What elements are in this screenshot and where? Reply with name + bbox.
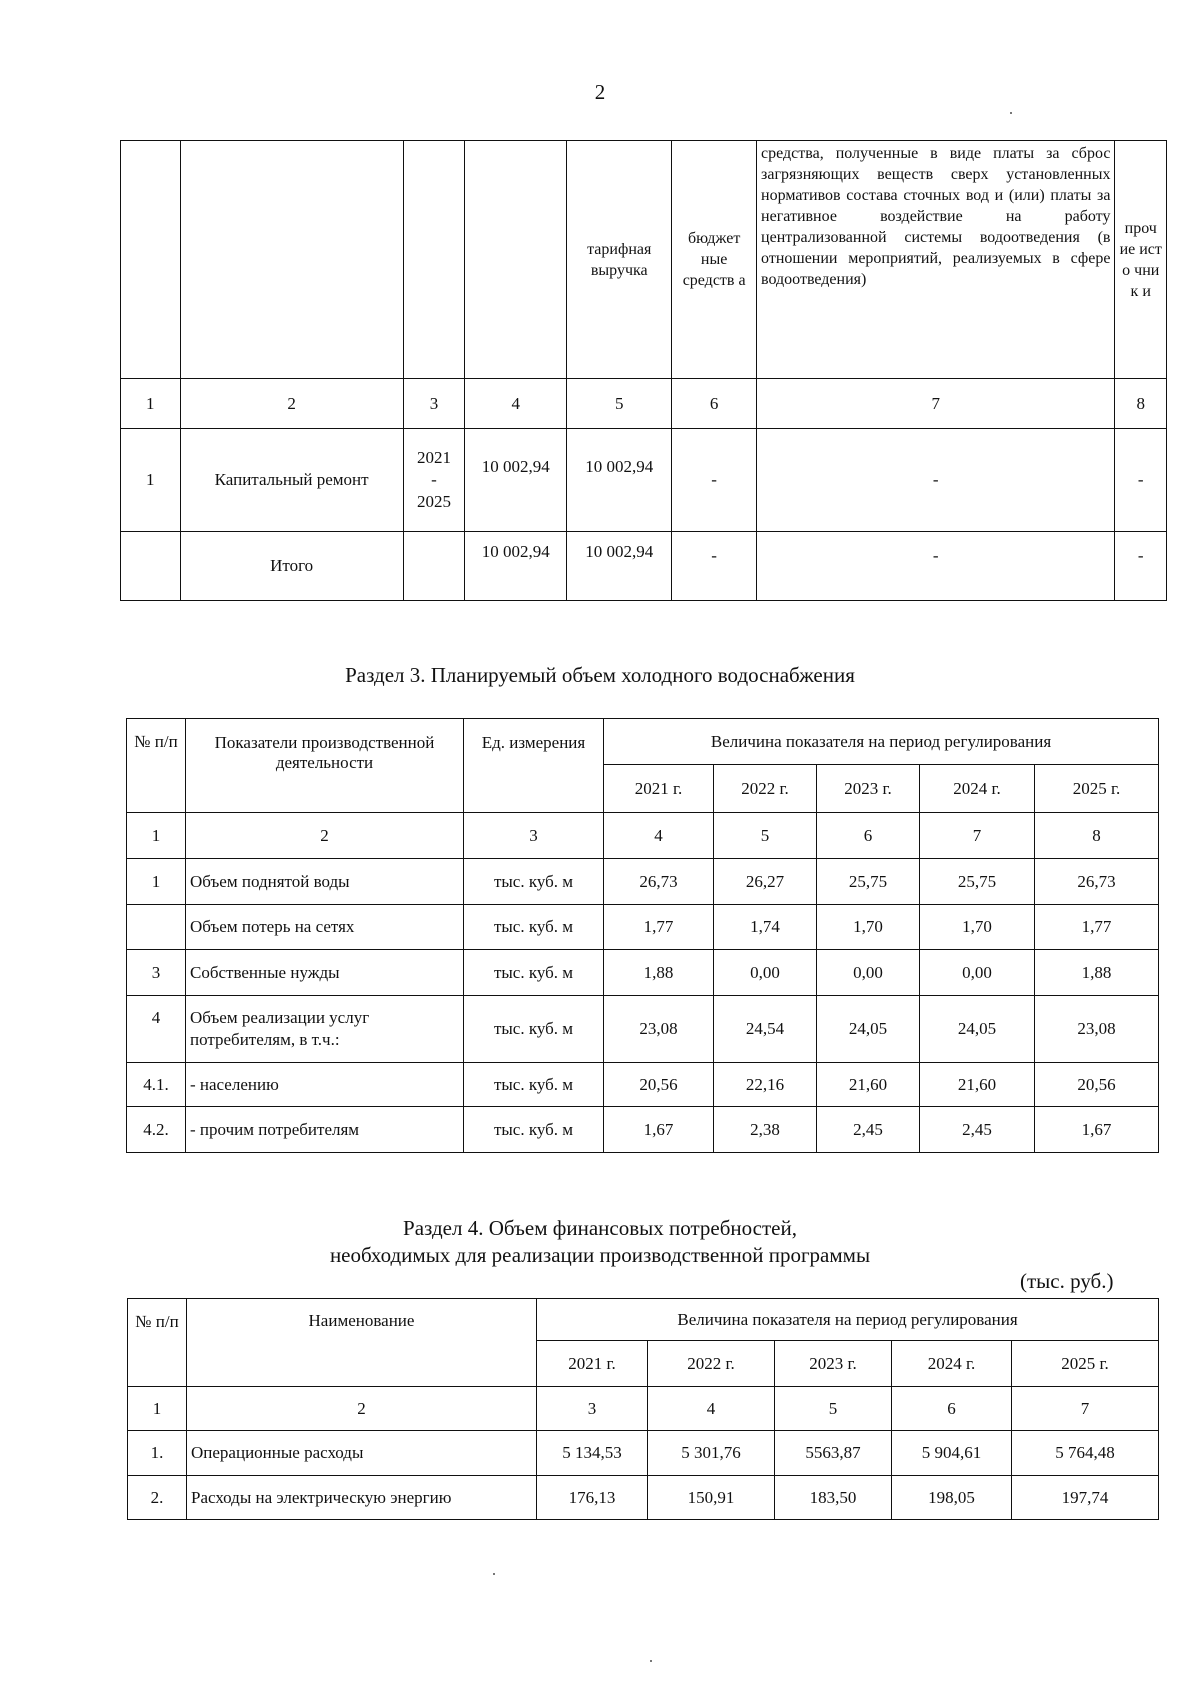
header-tariff-revenue: тарифная выручка	[567, 141, 672, 379]
s4-num-6: 6	[892, 1387, 1012, 1431]
cell-2021: 20,56	[604, 1063, 714, 1107]
s3-col-num: № п/п	[127, 719, 186, 813]
cell-2025: 1,88	[1035, 950, 1159, 996]
investment-table	[120, 140, 1167, 601]
cell-2023: 5563,87	[775, 1431, 892, 1476]
table1-num-6: 6	[672, 379, 757, 429]
row-name: - прочим потребителям	[186, 1107, 464, 1153]
scan-speck	[1010, 112, 1012, 114]
table1-num-5: 5	[567, 379, 672, 429]
s3-num-4: 4	[604, 813, 714, 859]
table1-number-row	[121, 379, 1167, 429]
cell-2022: 26,27	[714, 859, 817, 905]
table-row	[127, 905, 1159, 950]
table1-num-7: 7	[757, 379, 1115, 429]
s4-year-2025: 2025 г.	[1012, 1341, 1159, 1387]
section3-title: Раздел 3. Планируемый объем холодного водоснабжения	[345, 663, 855, 687]
row-number: 4.1.	[127, 1063, 186, 1107]
cell-2024: 1,70	[920, 905, 1035, 950]
row-budget: -	[672, 429, 757, 532]
cell-2025: 20,56	[1035, 1063, 1159, 1107]
row-unit: тыс. куб. м	[464, 996, 604, 1063]
row-other: -	[1115, 429, 1167, 532]
cell-2025: 1,67	[1035, 1107, 1159, 1153]
table-row	[128, 1476, 1159, 1520]
header-other-sources: проч ие исто чник и	[1115, 141, 1167, 379]
s4-num-1: 1	[128, 1387, 187, 1431]
scan-speck	[650, 1660, 652, 1662]
s3-num-6: 6	[817, 813, 920, 859]
section4-title-line2: необходимых для реализации производственной программы	[329, 1243, 871, 1267]
s4-year-2021: 2021 г.	[537, 1341, 648, 1387]
s3-year-2022: 2022 г.	[714, 765, 817, 813]
scan-speck	[493, 1573, 495, 1575]
row-name: Объем потерь на сетях	[186, 905, 464, 950]
row-number: 2.	[128, 1476, 187, 1520]
cell-2023: 183,50	[775, 1476, 892, 1520]
cell-2025: 1,77	[1035, 905, 1159, 950]
row-name: Объем реализации услуг потребителям, в т.ч.:	[186, 996, 464, 1063]
table-row	[127, 859, 1159, 905]
period-dash: -	[431, 470, 437, 489]
period-end: 2025	[416, 492, 451, 511]
cell-2023: 24,05	[817, 996, 920, 1063]
total-value: 10 002,94	[465, 532, 567, 601]
s3-year-2021: 2021 г.	[604, 765, 714, 813]
cell-2021: 1,67	[604, 1107, 714, 1153]
s3-year-2024: 2024 г.	[920, 765, 1035, 813]
row-number: 1.	[128, 1431, 187, 1476]
s3-num-1: 1	[127, 813, 186, 859]
table-row	[127, 1063, 1159, 1107]
total-budget: -	[672, 532, 757, 601]
row-tariff: 10 002,94	[567, 429, 672, 532]
row-name: Собственные нужды	[186, 950, 464, 996]
cell-2024: 25,75	[920, 859, 1035, 905]
row-number: 4	[127, 996, 186, 1063]
s3-col-value: Величина показателя на период регулирования	[604, 719, 1159, 765]
table-row	[127, 996, 1159, 1063]
s3-num-3: 3	[464, 813, 604, 859]
cell-2021: 5 134,53	[537, 1431, 648, 1476]
row-name: Объем поднятой воды	[186, 859, 464, 905]
row-unit: тыс. куб. м	[464, 950, 604, 996]
table-row	[127, 950, 1159, 996]
cell-2021: 1,88	[604, 950, 714, 996]
cell-2022: 5 301,76	[648, 1431, 775, 1476]
s4-num-5: 5	[775, 1387, 892, 1431]
cell-2024: 24,05	[920, 996, 1035, 1063]
cell-2023: 21,60	[817, 1063, 920, 1107]
s4-num-2: 2	[187, 1387, 537, 1431]
cell-2023: 0,00	[817, 950, 920, 996]
table1-num-8: 8	[1115, 379, 1167, 429]
section4-title-line1: Раздел 4. Объем финансовых потребностей,	[403, 1216, 797, 1240]
cell-2025: 197,74	[1012, 1476, 1159, 1520]
row-unit: тыс. куб. м	[464, 859, 604, 905]
s3-num-5: 5	[714, 813, 817, 859]
row-unit: тыс. куб. м	[464, 1063, 604, 1107]
row-number: 1	[127, 859, 186, 905]
s3-num-7: 7	[920, 813, 1035, 859]
row-number	[127, 905, 186, 950]
cell-2024: 2,45	[920, 1107, 1035, 1153]
row-total: 10 002,94	[465, 429, 567, 532]
cell-2023: 2,45	[817, 1107, 920, 1153]
table-row-total	[121, 532, 1167, 601]
cell-2022: 0,00	[714, 950, 817, 996]
s3-col-unit: Ед. измерения	[464, 719, 604, 813]
cell-2021: 1,77	[604, 905, 714, 950]
cell-2021: 23,08	[604, 996, 714, 1063]
s4-col-num: № п/п	[128, 1299, 187, 1387]
row-name: Расходы на электрическую энергию	[187, 1476, 537, 1520]
s4-year-2024: 2024 г.	[892, 1341, 1012, 1387]
cell-2024: 198,05	[892, 1476, 1012, 1520]
cell-2021: 176,13	[537, 1476, 648, 1520]
section4-table	[127, 1298, 1159, 1520]
header-pollution-fees: средства, полученные в виде платы за сброс загрязняющих веществ сверх установленных нормативов состава сточных вод и (или) платы за негативное воздействие на работу централизованной системы водоотведения (в отношении мероприятий, реализуемых в сфере водоотведения)	[757, 141, 1115, 379]
section3-table	[126, 718, 1159, 1153]
cell-2023: 1,70	[817, 905, 920, 950]
header-budget-funds: бюджет ные средств а	[672, 141, 757, 379]
table1-num-4: 4	[465, 379, 567, 429]
s4-num-4: 4	[648, 1387, 775, 1431]
row-unit: тыс. куб. м	[464, 905, 604, 950]
units-label: (тыс. руб.)	[1020, 1269, 1114, 1293]
s4-num-7: 7	[1012, 1387, 1159, 1431]
cell-2025: 23,08	[1035, 996, 1159, 1063]
s3-col-indicators: Показатели производственной деятельности	[186, 719, 464, 813]
row-number: 1	[121, 429, 181, 532]
s3-year-2023: 2023 г.	[817, 765, 920, 813]
row-name: Капитальный ремонт	[180, 429, 403, 532]
cell-2022: 1,74	[714, 905, 817, 950]
s4-year-2022: 2022 г.	[648, 1341, 775, 1387]
cell-2022: 22,16	[714, 1063, 817, 1107]
s4-num-3: 3	[537, 1387, 648, 1431]
row-name: - населению	[186, 1063, 464, 1107]
cell-2022: 2,38	[714, 1107, 817, 1153]
table-row	[127, 1107, 1159, 1153]
table1-num-3: 3	[403, 379, 465, 429]
s3-num-2: 2	[186, 813, 464, 859]
table-row	[128, 1431, 1159, 1476]
row-period	[403, 429, 465, 532]
s4-year-2023: 2023 г.	[775, 1341, 892, 1387]
cell-2025: 26,73	[1035, 859, 1159, 905]
s3-year-2025: 2025 г.	[1035, 765, 1159, 813]
row-fees: -	[757, 429, 1115, 532]
total-other: -	[1115, 532, 1167, 601]
total-fees: -	[757, 532, 1115, 601]
table1-header-row	[121, 141, 1167, 379]
table-row	[121, 429, 1167, 532]
cell-2025: 5 764,48	[1012, 1431, 1159, 1476]
s4-col-name: Наименование	[187, 1299, 537, 1387]
cell-2023: 25,75	[817, 859, 920, 905]
total-label: Итого	[180, 532, 403, 601]
table1-num-1: 1	[121, 379, 181, 429]
row-name: Операционные расходы	[187, 1431, 537, 1476]
cell-2024: 5 904,61	[892, 1431, 1012, 1476]
cell-2024: 21,60	[920, 1063, 1035, 1107]
total-tariff: 10 002,94	[567, 532, 672, 601]
s4-col-value: Величина показателя на период регулирования	[537, 1299, 1159, 1341]
row-number: 4.2.	[127, 1107, 186, 1153]
row-unit: тыс. куб. м	[464, 1107, 604, 1153]
period-start: 2021	[416, 448, 451, 467]
cell-2022: 150,91	[648, 1476, 775, 1520]
cell-2022: 24,54	[714, 996, 817, 1063]
page-number: 2	[594, 80, 606, 104]
s3-num-8: 8	[1035, 813, 1159, 859]
cell-2024: 0,00	[920, 950, 1035, 996]
cell-2021: 26,73	[604, 859, 714, 905]
row-number: 3	[127, 950, 186, 996]
table1-num-2: 2	[180, 379, 403, 429]
